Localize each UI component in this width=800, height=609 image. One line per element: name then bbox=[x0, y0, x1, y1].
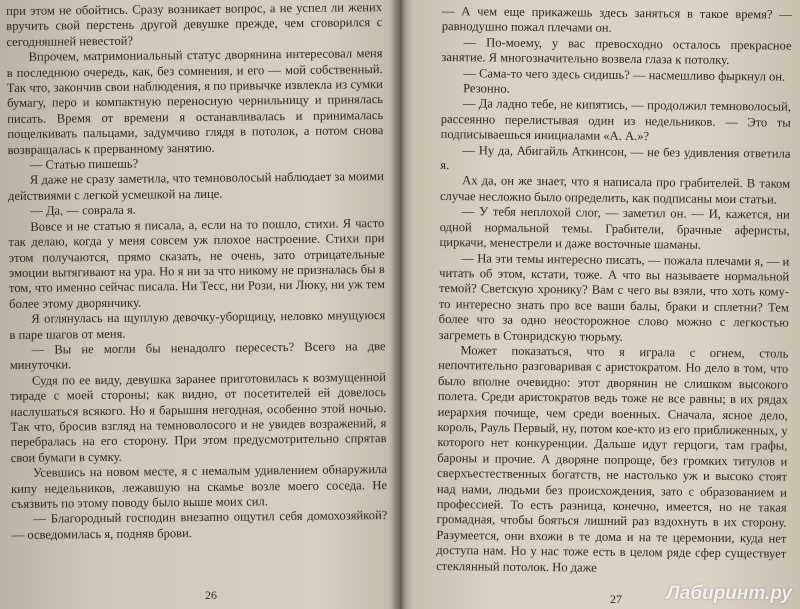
paragraph: — На эти темы интересно писать, — пожала плечами я, — и читать об этом, кстати, тоже. А что вы называете нормальной темой? Светскую хронику? Вам с чего вы взяли, что хоть кому-то интересно знать про все ваши балы, браки и сплетни? Тем более что за одно неосторожное слово можно с легкостью загреметь в Стонридскую тюрьму. bbox=[438, 250, 790, 344]
paragraph: — Вы не могли бы ненадолго пересесть? Всего на две минуточки. bbox=[9, 338, 386, 373]
paragraph: — У тебя неплохой слог, — заметил он. — И, кажется, ни одной нормальной темы. Грабители, брачные аферисты, циркачи, менестрели и даже восточные шаманы. bbox=[439, 204, 790, 252]
paragraph: Впрочем, матримониальный статус дворянина интересовал меня в последнюю очередь, как, без сомнения, и его — мой собственный. Так что, закончив свои наблюдения, я по привычке извлекла из сумки бумагу, перо и компактную переносную чернильницу и принялась писать. Время от времени я останавливалась и принималась пощелкивать пальцами, задумчиво глядя в потолок, а потом снова возвращалась к прерванному занятию. bbox=[6, 46, 384, 157]
paragraph: Вовсе и не статью я писала, а, если на то пошло, стихи. Я часто так делаю, когда у меня совсем уж плохое настроение. Стихи при этом получаются, прямо сказать, не очень, зато отрицательные эмоции вытягивают на ура. Но я ни за что никому не призналась бы в том, что именно сейчас писала. Ни Тесс, ни Рози, ни Люку, ни уж тем более этому дворянчику. bbox=[8, 215, 386, 311]
left-page-text bbox=[6, 0, 388, 543]
paragraph: при этом не обойтись. Сразу возникает вопрос, а не успел ли жених вручить свой перстень другой девушке прежде, чем сговорился с сегодняшней невестой? bbox=[6, 0, 383, 49]
paragraph: — Ну да, Абигайль Аткинсон, — не без удивления ответила я. bbox=[440, 142, 791, 173]
paragraph: — Благородный господин внезапно ощутил себя домохозяйкой? — осведомилась я, подняв брови. bbox=[11, 508, 388, 542]
watermark-logo: Лабиринт.ру bbox=[666, 583, 792, 604]
paragraph: — По-моему, у вас превосходно осталось прекрасное занятие. Я многозначительно возвела глаза к потолку. bbox=[441, 35, 792, 68]
paragraph: — Сама-то чего здесь сидишь? — насмешливо фыркнул он. bbox=[463, 65, 786, 84]
paragraph: — Да ладно тебе, не кипятись, — продолжил темноволосый, рассеянно перелистывая один из недельников. — Это ты подписываешься инициалами «А. А.»? bbox=[440, 96, 792, 144]
right-page-text bbox=[436, 4, 792, 578]
left-page-number: 26 bbox=[205, 588, 217, 602]
paragraph: Усевшись на новом месте, я с немалым удивлением обнаружила кипу недельников, лежавшую на скамье возле моего соседа. Не съязвить по этому поводу было выше моих сил. bbox=[11, 462, 388, 511]
right-page bbox=[402, 0, 800, 609]
paragraph: Судя по ее виду, девушка заранее приготовилась к возмущенной тираде с моей стороны; как видно, от посетителей ей довелось наслушаться всякого. Но я барышня негодная, особенно этой ночью. Так что, бросив взгляд на темноволосого и не увидев возражений, я перебралась на его сторону. При этом предусмотрительно спрятав свои бумаги в сумку. bbox=[10, 369, 387, 465]
paragraph: — Да, — соврала я. bbox=[30, 202, 137, 219]
paragraph: Ах да, он же знает, что я написала про грабителей. В таком случае несложно было определить, как подписаны мои статьи. bbox=[439, 173, 791, 207]
paragraph: — Статью пишешь? bbox=[29, 156, 139, 172]
left-page bbox=[0, 0, 398, 609]
paragraph: Я оглянулась на щуплую девочку-уборщицу, неловко мнущуюся в паре шагов от меня. bbox=[9, 308, 386, 342]
right-page-number: 27 bbox=[610, 592, 622, 606]
paragraph: Я даже не сразу заметила, что темноволосый наблюдает за моими действиями с легкой усмешкой на лице. bbox=[7, 169, 384, 203]
paragraph: Может показаться, что я играла с огнем, столь непочтительно разговаривая с аристократом. Но дело в том, что было вполне очевидно: этот дворянин не слишком высокого полета. Среди аристократов ведь тоже не все равны; в их рядах иерархия почище, чем среди военных. Сначала, ясное дело, король, Рауль Первый, ну, потом кое-кто из его приближенных, у которого нет конкуренции. Дальше идут герцоги, там графы, бароны и прочие. А дворяне попроще, без громких титулов и сверхъестественных богатств, не настолько уж и высоко стоят над нами, людьми без происхождения, зато с образованием и профессией. То есть разница, конечно, имеется, но не такая громадная, чтобы бояться лишний раз вздохнуть в их сторону. Разумеется, они вхожи в те дома и на те церемонии, куда нет доступа нам. Но у нас тоже есть в целом ряде сфер существует стеклянный потолок. Но даже bbox=[436, 343, 789, 575]
paragraph: Резонно. bbox=[463, 81, 510, 96]
paragraph: — А чем еще прикажешь здесь заняться в такое время? — равнодушно пожал плечами он. bbox=[441, 4, 792, 36]
